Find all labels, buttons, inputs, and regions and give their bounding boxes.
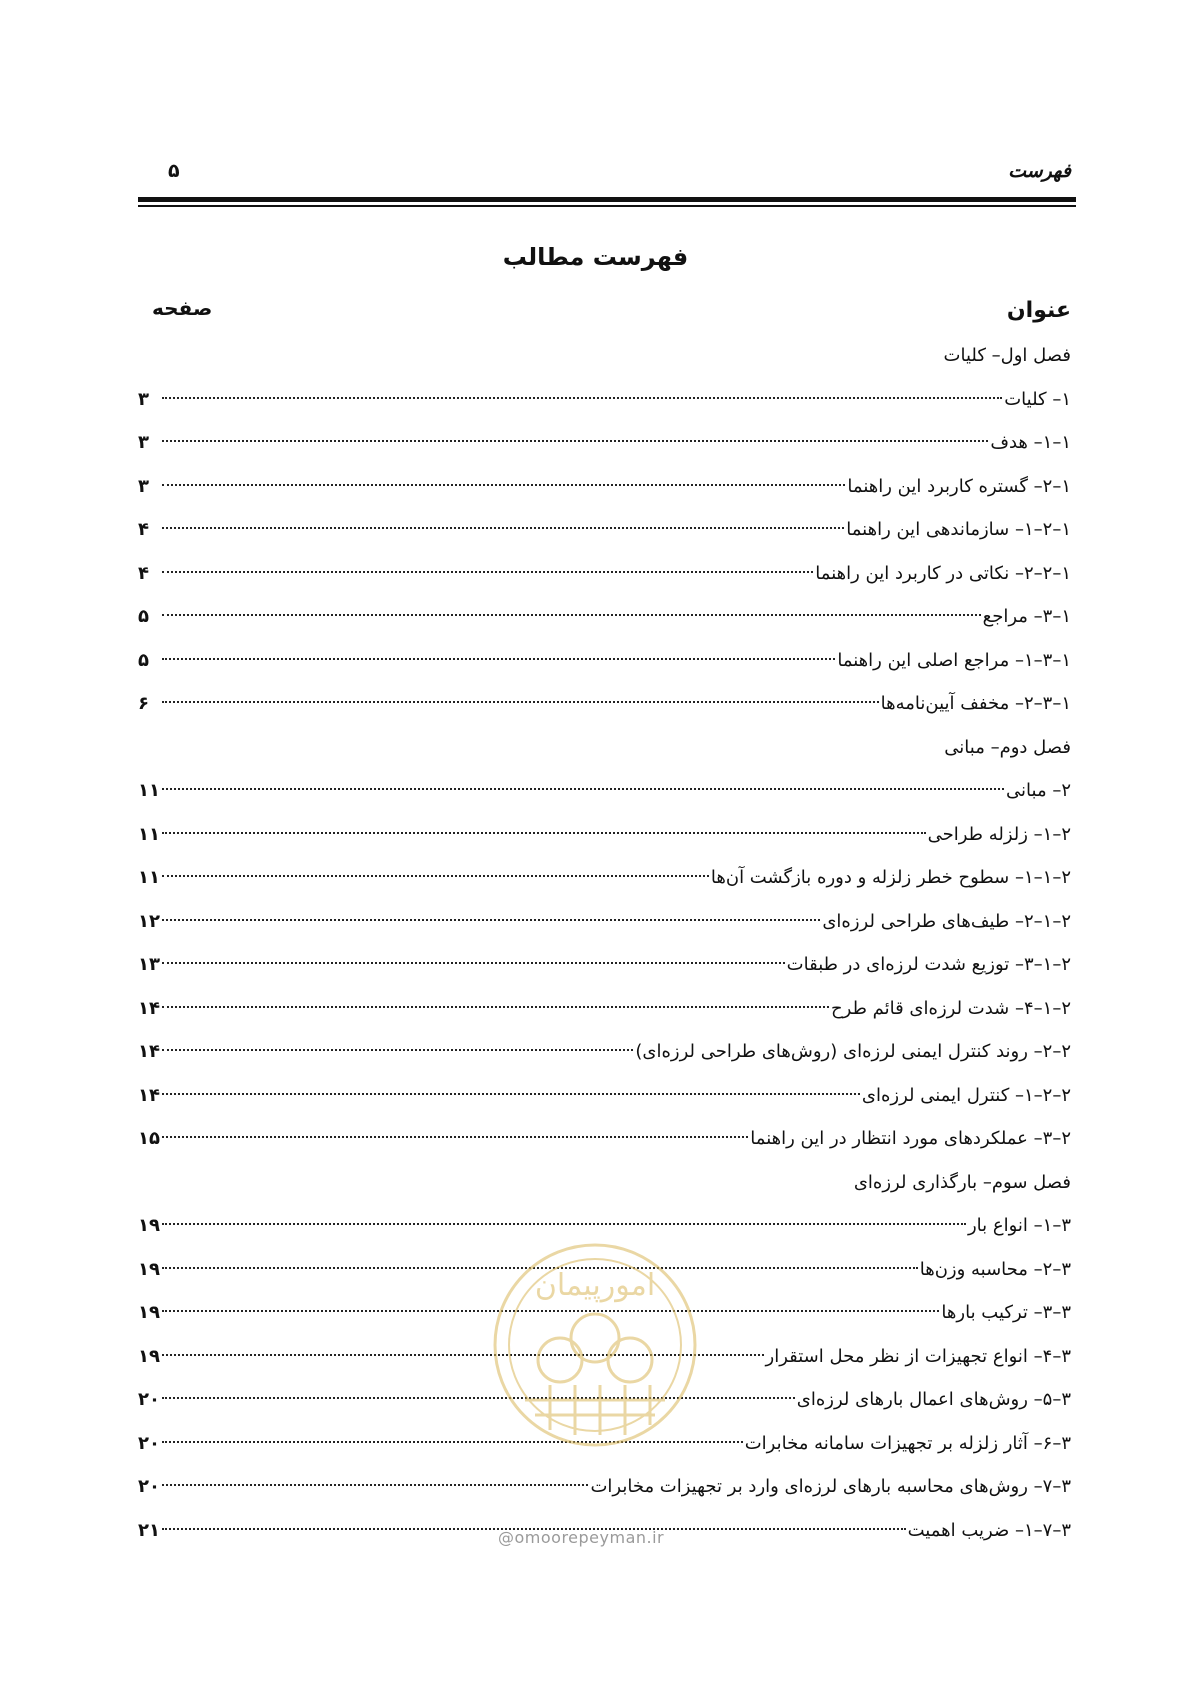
toc-entry [138,813,1071,857]
toc-entry-title: ۱–۱– هدف [990,432,1071,453]
toc-entry-page: ۲۰ [138,1432,160,1454]
watermark-url: @omoorepeyman.ir [498,1528,665,1547]
toc-entry-title: ۲– مبانی [1006,780,1071,801]
toc-entry [138,1030,1071,1074]
toc-entry-page: ۱۹ [138,1215,160,1236]
toc-entry-page: ۱۱ [138,780,160,801]
running-header-page-number: ۵ [168,160,180,182]
dot-leader [162,857,709,877]
toc-chapter-heading [138,726,1071,770]
dot-leader [162,1510,906,1530]
toc-entry-title: ۱– کلیات [1004,388,1071,410]
header-rule-thin [138,205,1076,207]
toc-entry-page: ۱۹ [138,1345,160,1367]
dot-leader [162,1118,748,1138]
toc-entry-title: فصل سوم– بارگذاری لرزه‌ای [853,1171,1071,1193]
toc-entry-page: ۲۰ [138,1476,160,1497]
toc-entry-title: ۳–۲– محاسبه وزن‌ها [919,1258,1071,1280]
toc-entry-page: ۳ [138,432,149,453]
toc-entry [138,682,1071,726]
toc-entry-title: ۲–۳– عملکردهای مورد انتظار در این راهنما [750,1128,1071,1149]
toc-entry [138,639,1071,683]
toc-entry [138,769,1071,813]
toc-entry [138,1465,1071,1509]
dot-leader [162,814,926,834]
toc-entry-title: ۱–۲– گستره کاربرد این راهنما [847,475,1071,497]
toc-entry-page: ۶ [138,693,149,714]
toc-entry-page: ۴ [138,562,149,584]
toc-entry [138,421,1071,465]
toc-heading: فهرست مطالب [502,243,689,271]
dot-leader [162,1031,633,1051]
toc-entry-title: ۲–۱– زلزله طراحی [927,823,1071,845]
toc-entry-page: ۱۱ [138,867,160,888]
toc-entry-page: ۵ [138,606,149,627]
toc-entry-page: ۱۵ [138,1128,160,1149]
dot-leader [162,422,988,442]
toc-chapter-heading [138,1161,1071,1205]
toc-column-title-heading: عنوان [1006,298,1071,323]
toc-entry-page: ۲۰ [138,1389,160,1410]
toc-entry-title: ۳–۵– روش‌های اعمال بارهای لرزه‌ای [796,1389,1071,1410]
dot-leader [162,596,981,616]
toc-entry-title: ۳–۷– روش‌های محاسبه بارهای لرزه‌ای وارد بر تجهیزات مخابرات [590,1476,1071,1497]
dot-leader [162,379,1002,399]
watermark-logo [490,1240,700,1450]
dot-leader [162,988,829,1008]
toc-entry-page: ۴ [138,519,149,540]
toc-entry [138,900,1071,944]
toc-entry [138,1117,1071,1161]
toc-entry-page: ۱۴ [138,1084,160,1106]
toc-chapter-heading [138,334,1071,378]
toc-entry-page: ۳ [138,388,149,410]
toc-entry-page: ۱۲ [138,910,160,932]
dot-leader [162,509,844,529]
toc-entry [138,1074,1071,1118]
toc-entry-title: ۱–۲–۱– سازماندهی این راهنما [846,519,1071,540]
toc-entry-title: ۱–۳–۱– مراجع اصلی این راهنما [837,649,1071,671]
dot-leader [162,1466,588,1486]
toc-entry [138,378,1071,422]
toc-entry-page: ۱۳ [138,954,160,975]
toc-entry-title: فصل دوم– مبانی [944,736,1071,758]
toc-entry-title: ۲–۱–۱– سطوح خطر زلزله و دوره بازگشت آن‌ها [710,867,1071,888]
dot-leader [162,1075,860,1095]
toc-entry-title: ۲–۲– روند کنترل ایمنی لرزه‌ای (روش‌های طراحی لرزه‌ای) [635,1041,1071,1062]
toc-entry [138,856,1071,900]
toc-entry-title: ۱–۳–۲– مخفف آیین‌نامه‌ها [880,693,1071,714]
toc-entry [138,595,1071,639]
toc-entry-page: ۱۴ [138,997,160,1019]
header-rule-thick [138,197,1076,202]
toc-entry-title: ۳–۴– انواع تجهیزات از نظر محل استقرار [765,1345,1071,1367]
dot-leader [162,901,820,921]
toc-entry-title: ۱–۳– مراجع [982,606,1071,627]
dot-leader [162,466,845,486]
toc-entry-page: ۵ [138,649,149,671]
toc-entry-page: ۱۹ [138,1258,160,1280]
toc-column-page-heading: صفحه [152,296,213,320]
toc-entry [138,943,1071,987]
toc-entry-page: ۱۱ [138,823,160,845]
dot-leader [162,1205,966,1225]
toc-entry-title: ۲–۱–۲– طیف‌های طراحی لرزه‌ای [822,910,1071,932]
toc-entry-page: ۱۹ [138,1302,160,1323]
toc-entry-page: ۳ [138,475,149,497]
dot-leader [162,770,1004,790]
toc-entry-title: ۳–۱– انواع بار [967,1215,1071,1236]
dot-leader [162,640,835,660]
toc-entry [138,552,1071,596]
dot-leader [162,553,813,573]
watermark-logo-text: امورپیمان [534,1268,656,1303]
toc-entry-title: ۲–۲–۱– کنترل ایمنی لرزه‌ای [861,1084,1071,1106]
toc-entry [138,987,1071,1031]
toc-entry [138,508,1071,552]
toc-entry-title: ۲–۱–۳– توزیع شدت لرزه‌ای در طبقات [786,954,1071,975]
toc-entry-title: ۳–۶– آثار زلزله بر تجهیزات سامانه مخابرات [744,1432,1071,1454]
toc-entry-title: ۳–۷–۱– ضریب اهمیت [907,1519,1071,1541]
toc-entry-title: ۲–۱–۴– شدت لرزه‌ای قائم طرح [831,997,1071,1019]
toc-entry-page: ۱۴ [138,1041,160,1062]
toc-entry-title: فصل اول– کلیات [943,345,1071,366]
running-header-title: فهرست [1008,160,1071,182]
dot-leader [162,944,785,964]
toc-entry-page: ۲۱ [138,1519,160,1541]
toc-entry [138,465,1071,509]
dot-leader [162,683,879,703]
toc-entry-title: ۳–۳– ترکیب بارها [941,1302,1071,1323]
toc-entry-title: ۱–۲–۲– نکاتی در کاربرد این راهنما [815,562,1071,584]
